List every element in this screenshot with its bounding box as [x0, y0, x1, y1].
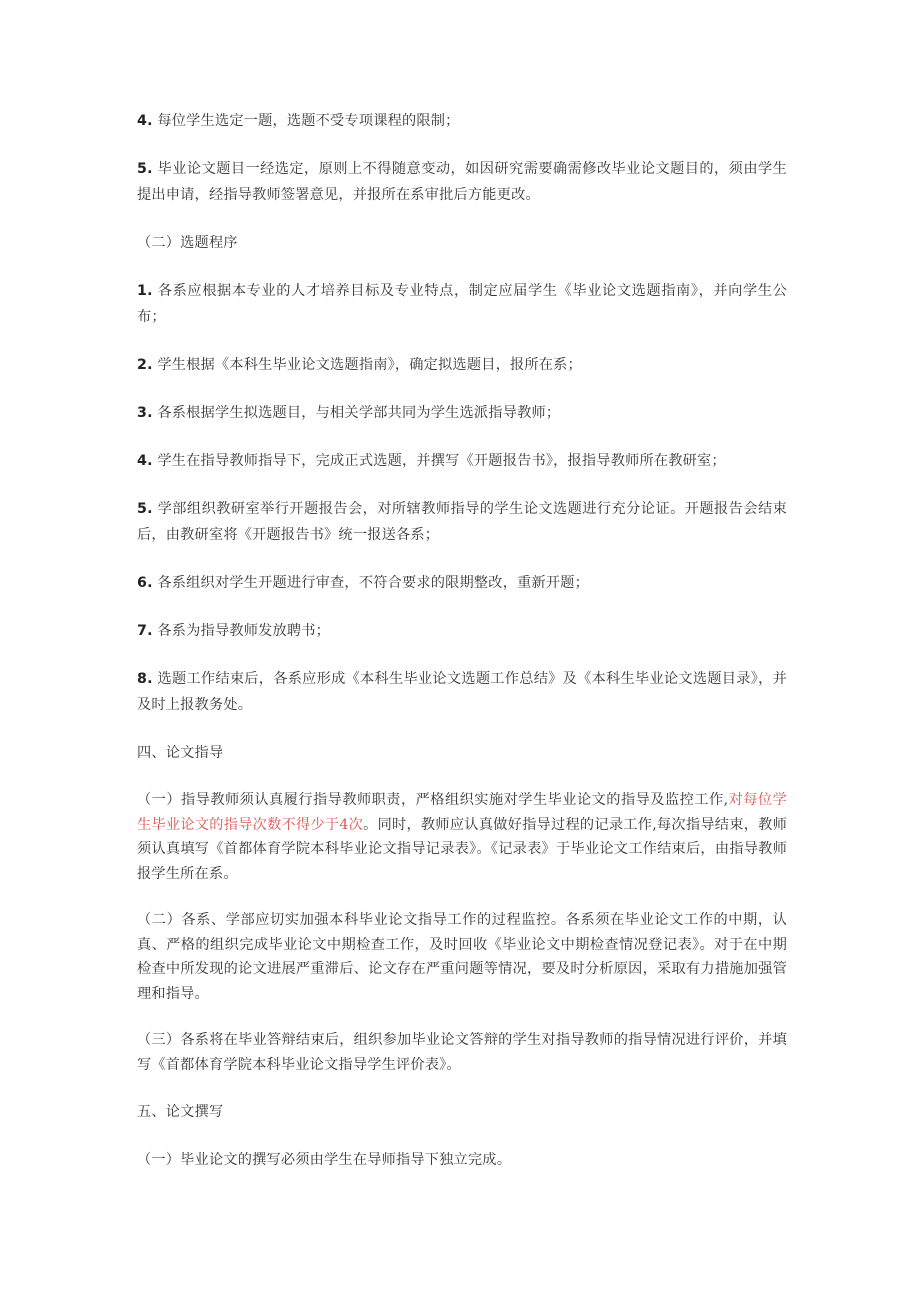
item-number: 4.: [137, 453, 153, 469]
guidance-item-1: [137, 788, 787, 886]
section-heading-topic-procedure: （二）选题程序: [137, 235, 238, 251]
guidance-item-3: （三）各系将在毕业答辩结束后，组织参加毕业论文答辩的学生对指导教师的指导情况进行评价，并填写《首都体育学院本科毕业论文指导学生评价表》。: [137, 1032, 787, 1073]
procedure-step-5: [137, 496, 787, 548]
procedure-step-4: [137, 448, 787, 474]
item-text: 各系应根据本专业的人才培养目标及专业特点，制定应届学生《毕业论文选题指南》，并向学生公布；: [137, 283, 787, 325]
guidance-text-part1: （一）指导教师须认真履行指导教师职责，严格组织实施对学生毕业论文的指导及监控工作,: [137, 792, 729, 808]
item-number: 6.: [137, 575, 153, 591]
procedure-step-6: [137, 570, 787, 596]
item-text: 各系为指导教师发放聘书；: [157, 623, 331, 639]
rule-4-single-topic: [137, 108, 787, 134]
item-number: 7.: [137, 623, 153, 639]
section-heading-thesis-guidance: 四、论文指导: [137, 745, 224, 761]
item-text: 选题工作结束后，各系应形成《本科生毕业论文选题工作总结》及《本科生毕业论文选题目录》，并及时上报教务处。: [137, 671, 787, 713]
procedure-step-1: [137, 278, 787, 330]
procedure-step-3: [137, 400, 787, 426]
item-text: 学生在指导教师指导下，完成正式选题，并撰写《开题报告书》，报指导教师所在教研室；: [157, 453, 726, 469]
item-number: 3.: [137, 405, 153, 421]
guidance-item-2: （二）各系、学部应切实加强本科毕业论文指导工作的过程监控。各系须在毕业论文工作的中期，认真、严格的组织完成毕业论文中期检查工作，及时回收《毕业论文中期检查情况登记表》。对于在中期检查中所发现的论文进展严重滞后、论文存在严重问题等情况，要及时分析原因，采取有力措施加强管理和指导。: [137, 912, 787, 1002]
item-text: 学部组织教研室举行开题报告会，对所辖教师指导的学生论文选题进行充分论证。开题报告会结束后，由教研室将《开题报告书》统一报送各系；: [137, 501, 787, 543]
guidance-highlight: 对每位学生毕业论文的指导次数不得少于4次: [137, 792, 787, 833]
item-number: 8.: [137, 671, 153, 687]
rule-5-topic-change: [137, 156, 787, 208]
procedure-step-2: [137, 352, 787, 378]
item-number: 5.: [137, 161, 153, 177]
item-text: 学生根据《本科生毕业论文选题指南》，确定拟选题目，报所在系；: [157, 357, 582, 373]
item-text: 毕业论文题目一经选定，原则上不得随意变动，如因研究需要确需修改毕业论文题目的，须由学生提出申请，经指导教师签署意见，并报所在系审批后方能更改。: [137, 161, 787, 203]
writing-item-1: （一）毕业论文的撰写必须由学生在导师指导下独立完成。: [137, 1152, 512, 1168]
section-heading-thesis-writing: 五、论文撰写: [137, 1104, 224, 1120]
item-text: 各系组织对学生开题进行审查，不符合要求的限期整改，重新开题；: [157, 575, 590, 591]
item-number: 4.: [137, 113, 153, 129]
item-text: 各系根据学生拟选题目，与相关学部共同为学生选派指导教师；: [157, 405, 561, 421]
item-text: 每位学生选定一题，选题不受专项课程的限制；: [157, 113, 460, 129]
procedure-step-7: [137, 618, 787, 644]
guidance-text-part2: 。同时，教师应认真做好指导过程的记录工作,每次指导结束，教师须认真填写《首都体育学院本科毕业论文指导记录表》。《记录表》于毕业论文工作结束后，由指导教师报学生所在系。: [137, 816, 787, 882]
document-page: [137, 108, 787, 1195]
procedure-step-8: [137, 666, 787, 718]
item-number: 1.: [137, 283, 153, 299]
item-number: 5.: [137, 501, 153, 517]
item-number: 2.: [137, 357, 153, 373]
